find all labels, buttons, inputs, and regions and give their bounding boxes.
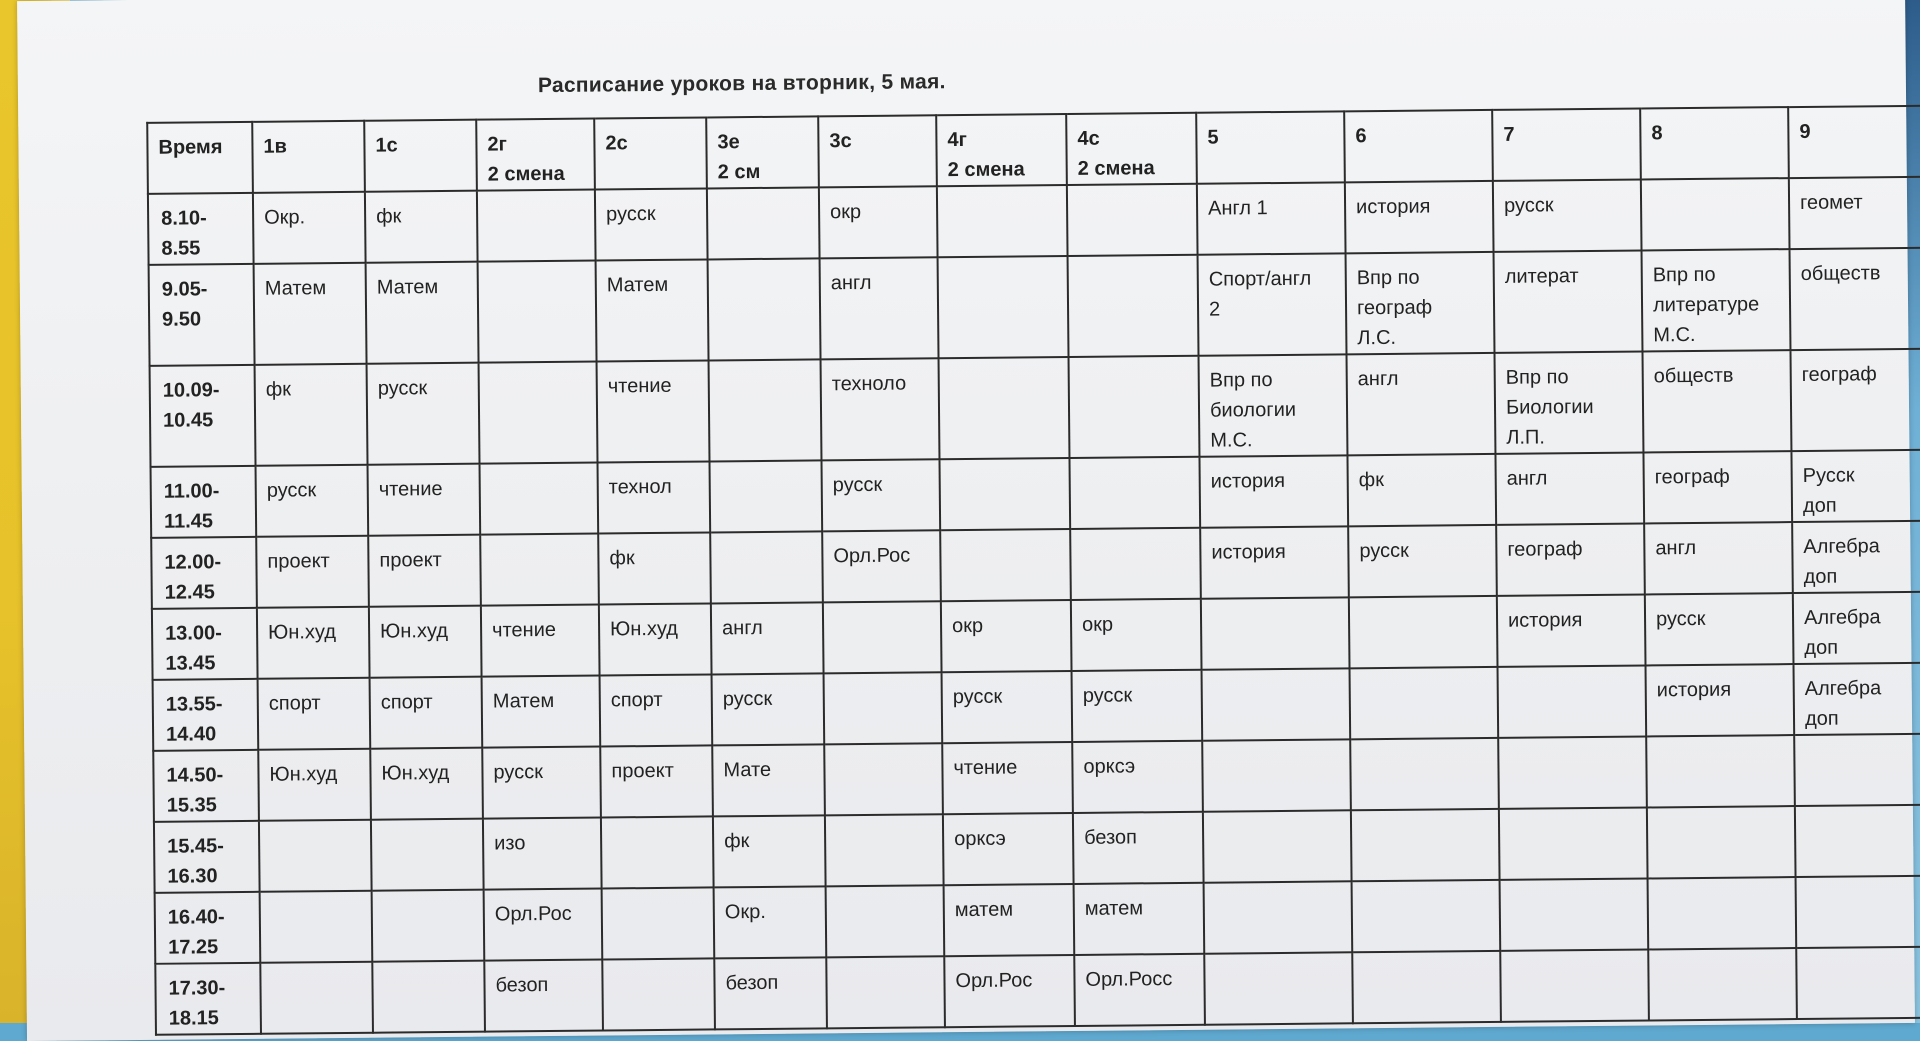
lesson-cell: русск [1493,180,1642,252]
lesson-cell: фк [598,532,711,604]
lesson-cell: фк [365,191,478,263]
lesson-cell [709,359,822,461]
lesson-cell: русск [821,459,940,531]
header-cell-class: 5 [1196,111,1345,183]
lesson-cell [1202,739,1351,811]
lesson-cell: Англ 1 [1197,182,1346,254]
lesson-cell: фк [1347,454,1496,526]
lesson-cell [372,961,485,1033]
lesson-cell: история [1497,594,1646,666]
lesson-cell: геомет [1789,177,1920,249]
lesson-cell: обществ [1642,350,1791,452]
lesson-cell [1647,806,1796,878]
lesson-cell [1070,528,1201,600]
table-row [149,248,1920,366]
lesson-cell [1202,668,1351,740]
time-cell: 16.40- 17.25 [155,892,261,964]
lesson-cell [1795,805,1920,877]
lesson-cell: русск [482,747,601,819]
lesson-cell [823,601,942,673]
lesson-cell: Матем [482,676,601,748]
lesson-cell: Юн.худ [257,607,370,679]
lesson-cell [1646,735,1795,807]
header-cell-class: 8 [1640,107,1789,179]
lesson-cell [1351,809,1500,881]
lesson-cell: фк [713,815,826,887]
lesson-cell [1203,810,1352,882]
header-cell-class: 3с [818,115,937,187]
lesson-cell: история [1345,181,1494,253]
lesson-cell [602,958,715,1030]
lesson-cell: англ [711,602,824,674]
lesson-cell: географ [1643,451,1792,523]
time-cell: 9.05- 9.50 [149,264,255,366]
lesson-cell [710,531,823,603]
lesson-cell: история [1646,664,1795,736]
lesson-cell [1069,457,1200,529]
lesson-cell: Окр. [714,886,827,958]
lesson-cell: орксэ [1072,741,1203,813]
time-cell: 15.45- 16.30 [154,821,260,893]
lesson-cell: спорт [370,677,483,749]
header-cell-class: 7 [1492,109,1641,181]
lesson-cell [1500,878,1649,950]
lesson-cell [824,743,943,815]
lesson-cell: Окр. [253,192,366,264]
lesson-cell: Юн.худ [258,749,371,821]
time-cell: 8.10- 8.55 [148,193,254,265]
lesson-cell: Матем [366,262,479,364]
lesson-cell [937,185,1068,257]
lesson-cell [1500,949,1649,1021]
lesson-cell [824,672,943,744]
lesson-cell: орксэ [943,813,1074,885]
time-cell: 17.30- 18.15 [155,963,261,1035]
lesson-cell: англ [1644,522,1793,594]
lesson-cell: чтение [368,464,481,536]
lesson-cell: Впр по Биологии Л.П. [1494,351,1643,453]
lesson-cell: Юн.худ [369,606,482,678]
lesson-cell: обществ [1790,248,1920,350]
lesson-cell [826,885,945,957]
lesson-cell [1641,178,1790,250]
lesson-cell [1068,255,1199,357]
lesson-cell [372,890,485,962]
lesson-cell [1350,667,1499,739]
lesson-cell: русск [1072,670,1203,742]
lesson-cell: окр [941,600,1072,672]
schedule-title: Расписание уроков на вторник, 5 мая. [537,70,946,98]
lesson-cell: Русск доп [1791,450,1920,522]
lesson-cell: история [1200,526,1349,598]
lesson-cell: Орл.Рос [822,530,941,602]
lesson-cell: безоп [484,960,603,1032]
lesson-cell: Орл.Рос [484,889,603,961]
lesson-cell: русск [595,188,708,260]
lesson-cell: Орл.Росс [1074,954,1205,1026]
lesson-cell: Юн.худ [599,603,712,675]
header-cell-class: 3е 2 см [706,116,819,188]
header-cell-class: 4г 2 смена [936,114,1067,186]
header-cell-class: 4с 2 смена [1066,113,1197,185]
time-cell: 11.00- 11.45 [151,466,257,538]
lesson-cell: проект [256,536,369,608]
time-cell: 13.00- 13.45 [152,608,258,680]
lesson-cell [1498,736,1647,808]
header-cell-class: 1с [364,120,477,192]
lesson-cell [939,458,1070,530]
lesson-cell [825,814,944,886]
lesson-cell: Мате [712,744,825,816]
lesson-cell: безоп [1073,812,1204,884]
lesson-cell: русск [1348,525,1497,597]
lesson-cell [1352,880,1501,952]
lesson-cell [1349,596,1498,668]
lesson-cell [939,357,1070,459]
lesson-cell: Впр по литературе М.С. [1642,249,1791,351]
lesson-cell [826,956,945,1028]
lesson-cell: чтение [597,360,710,462]
header-cell-class: 2с [594,117,707,189]
lesson-cell [1796,947,1920,1019]
time-cell: 10.09- 10.45 [150,365,256,467]
lesson-cell [1069,356,1200,458]
lesson-cell: технол [598,461,711,533]
lesson-cell [601,816,714,888]
lesson-cell: Алгебра доп [1793,592,1920,664]
lesson-cell: чтение [481,605,600,677]
lesson-cell [478,261,597,363]
lesson-cell: Матем [596,259,709,361]
lesson-cell: географ [1790,349,1920,451]
header-cell-class: 6 [1344,110,1493,182]
lesson-cell [259,820,372,892]
header-cell-class: 1в [252,121,365,193]
lesson-cell: русск [256,465,369,537]
lesson-cell: русск [942,671,1073,743]
lesson-cell: изо [483,818,602,890]
lesson-cell [480,463,599,535]
lesson-cell [710,460,823,532]
lesson-cell [1067,184,1198,256]
lesson-cell: безоп [714,957,827,1029]
lesson-cell: англ [820,257,939,359]
lesson-cell: чтение [942,742,1073,814]
lesson-cell [707,187,820,259]
lesson-cell [938,256,1069,358]
lesson-cell: Впр по географ Л.С. [1346,252,1495,354]
header-cell-time: Время [147,122,253,194]
lesson-cell [602,887,715,959]
lesson-cell: Спорт/англ 2 [1198,253,1347,355]
lesson-cell: матем [944,884,1075,956]
lesson-cell: Алгебра доп [1792,521,1920,593]
lesson-cell: Матем [254,263,367,365]
lesson-cell [1499,807,1648,879]
lesson-cell [708,258,821,360]
header-cell-class: 9 [1788,106,1920,178]
lesson-cell: окр [819,186,938,258]
lesson-cell [1794,734,1920,806]
lesson-cell: матем [1074,883,1205,955]
time-cell: 13.55- 14.40 [153,679,259,751]
lesson-cell: проект [368,535,481,607]
lesson-cell: географ [1496,523,1645,595]
schedule-table [146,105,1920,1036]
lesson-cell: Алгебра доп [1793,663,1920,735]
lesson-cell [1201,597,1350,669]
lesson-cell [940,529,1071,601]
lesson-cell [1796,876,1920,948]
time-cell: 14.50- 15.35 [153,750,259,822]
table-row [150,349,1920,467]
lesson-cell: Юн.худ [370,748,483,820]
lesson-cell: англ [1495,452,1644,524]
lesson-cell: история [1199,455,1348,527]
lesson-cell: Впр по биологии М.С. [1199,354,1348,456]
lesson-cell [479,362,598,464]
lesson-cell: проект [600,745,713,817]
lesson-cell [260,891,373,963]
lesson-cell: русск [712,673,825,745]
lesson-cell [1204,881,1353,953]
lesson-cell: Орл.Рос [944,955,1075,1027]
lesson-cell [477,190,596,262]
lesson-cell: русск [367,363,480,465]
lesson-cell [1648,877,1797,949]
lesson-cell [371,819,484,891]
lesson-cell [1350,738,1499,810]
lesson-cell: окр [1071,599,1202,671]
lesson-cell: техноло [821,358,940,460]
paper-sheet [17,0,1915,1041]
lesson-cell [480,534,599,606]
time-cell: 12.00- 12.45 [151,537,257,609]
lesson-cell [1498,665,1647,737]
lesson-cell [1648,948,1797,1020]
lesson-cell: русск [1645,593,1794,665]
lesson-cell: спорт [258,678,371,750]
header-cell-class: 2г 2 смена [476,119,595,191]
lesson-cell: фк [255,364,368,466]
lesson-cell [1204,952,1353,1024]
lesson-cell: литерат [1494,251,1643,353]
lesson-cell: спорт [600,674,713,746]
lesson-cell [1352,951,1501,1023]
lesson-cell: англ [1347,353,1496,455]
